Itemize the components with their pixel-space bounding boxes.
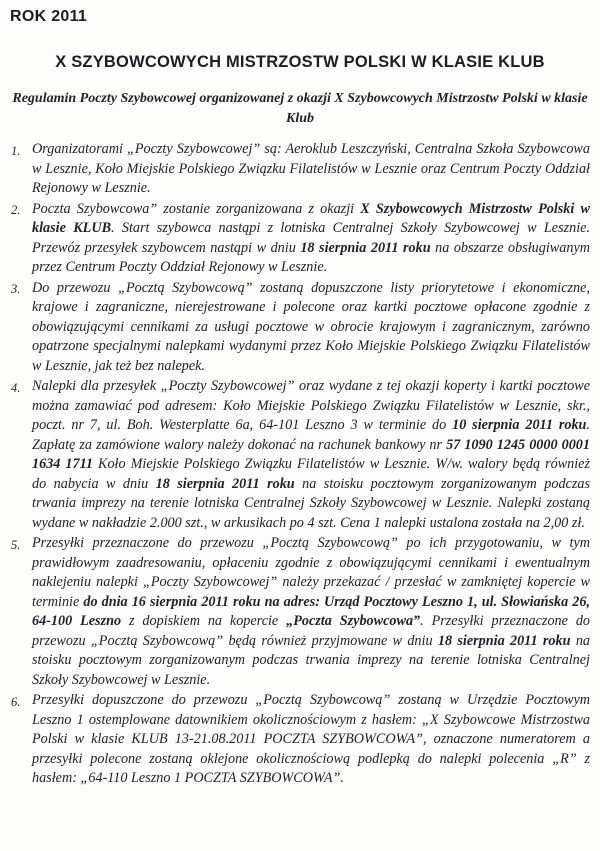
item-text: na stoisku pocztowym zorganizowanym podczas trwania imprezy na terenie lotniska Centralnej Szkoły Szybowcowej w Lesznie.: [32, 632, 590, 688]
document-title: X SZYBOWCOWYCH MISTRZOSTW POLSKI W KLASIE KLUB: [55, 53, 545, 71]
item-text: na stoisku pocztowym zorganizowanym podczas trwania imprezy na terenie lotniska Centralnej Szkoły Szybowcowej w Lesznie. Nalepki zostaną wydane w nakładzie 2.000 szt., w arkusikach po 4 szt. Cena 1 nalepki ustalona została na 2,00 zł.: [32, 475, 590, 531]
item-number: 3.: [11, 282, 21, 296]
item-text: na obszarze obsługiwanym przez Centrum Poczty Oddział Rejonowy w Lesznie.: [32, 239, 590, 275]
item-text: Organizatorami „Poczty Szybowcowej” są: Aeroklub Leszczyński, Centralna Szkoła Szybowcowa w Lesznie, Koło Miejskie Polskiego Związku Filatelistów w Lesznie oraz Centrum Poczty Oddział Rejonowy w Lesznie.: [32, 141, 590, 196]
year-label: ROK 2011: [10, 8, 88, 25]
item-text: Do przewozu „Pocztą Szybowcową” zostaną dopuszczone listy priorytetowe i ekonomiczne, krajowe i zagraniczne, nierejestrowane i polecone oraz kartki pocztowe opłacone zgodnie z obowiązującymi cennikami za usługi pocztowe w obrocie krajowym i zagranicznym, zarówno opatrzone specjalnymi nalepkami wydanymi przez Koło Miejskie Polskiego Związku Filatelistów w Lesznie, jak też bez nalepek.: [32, 279, 590, 374]
item-text-bold: 18 sierpnia 2011 roku: [300, 239, 431, 256]
item-text: . Przesyłki przeznaczone do przewozu „Pocztą Szybowcową” będą również przyjmowane w dniu: [32, 613, 591, 649]
item-text: Przesyłki przeznaczone do przewozu „Pocztą Szybowcową” po ich przygotowaniu, w tym prawidłowym zaadresowaniu, opłaceniu zgodnie z obowiązującymi cennikami i ewentualnym naklejeniu nalepki „Poczty Szybowcowej” należy przekazać / przesłać w zamkniętej kopercie w terminie: [32, 535, 590, 610]
regulation-item-1: [10, 140, 590, 199]
item-number: 4.: [11, 380, 21, 395]
regulation-item-5: [10, 534, 590, 690]
item-text: Poczta Szybowcowa” zostanie zorganizowana z okazji: [32, 200, 361, 217]
item-text-bold: X Szybowcowych Mistrzostw Polski w klasie KLUB: [32, 200, 590, 236]
item-text-bold: 57 1090 1245 0000 0001 1634 1711: [32, 436, 590, 472]
item-number: 2.: [11, 203, 21, 217]
regulation-item-6: [10, 691, 590, 789]
item-text: . Start szybowca nastąpi z lotniska Centralnej Szkoły Szybowcowej w Lesznie. Przewóz przesyłek szybowcem nastąpi w dniu: [32, 220, 591, 256]
regulation-item-4: [10, 377, 590, 533]
item-text: . Zapłatę za zamówione walory należy dokonać na rachunek bankowy nr: [32, 417, 590, 453]
document-subtitle: Regulamin Poczty Szybowcowej organizowanej z okazji X Szybowcowych Mistrzostw Polski w klasie Klub: [12, 91, 588, 126]
item-number: 5.: [11, 537, 21, 552]
item-number: 6.: [11, 694, 21, 709]
regulation-list: [10, 140, 590, 789]
item-text-bold: 10 sierpnia 2011 roku: [452, 417, 587, 433]
item-text: z dopiskiem na kopercie: [121, 613, 287, 629]
item-text-bold: 18 sierpnia 2011 roku: [155, 475, 295, 492]
item-text-bold: do dnia 16 sierpnia 2011 roku na adres: Urząd Pocztowy Leszno 1, ul. Słowiańska 26, 64-100 Leszno: [32, 593, 591, 629]
regulation-item-3: [10, 279, 590, 377]
item-text-bold: „Poczta Szybowcowa”: [286, 613, 421, 629]
item-text: Koło Miejskie Polskiego Związku Filatelistów w Lesznie. W/w. walory będą również do nabycia w dniu: [32, 456, 591, 492]
item-text: Przesyłki dopuszczone do przewozu „Pocztą Szybowcową” zostaną w Urzędzie Pocztowym Leszno 1 ostemplowane datownikiem okolicznościowym z hasłem: „X Szybowcowe Mistrzostwa Polski w klasie KLUB 13-21.08.2011 POCZTA SZYBOWCOWA”, oznaczone numeratorem a przesyłki polecone zostaną oklejone okolicznościową podlepką do nalepki polecenia „R” z hasłem: „64-110 Leszno 1 POCZTA SZYBOWCOWA”.: [32, 692, 590, 786]
item-number: 1.: [11, 143, 21, 158]
item-text-bold: 18 sierpnia 2011 roku: [437, 632, 571, 649]
item-text: Nalepki dla przesyłek „Poczty Szybowcowej” oraz wydane z tej okazji koperty i kartki pocztowe można zamawiać pod adresem: Koło Miejskie Polskiego Związku Filatelistów w Lesznie, skr., poczt. nr 7, ul. Boh. Westerplatte 6a, 64-101 Leszno 3 w terminie do: [32, 378, 590, 433]
regulation-item-2: [10, 200, 590, 278]
